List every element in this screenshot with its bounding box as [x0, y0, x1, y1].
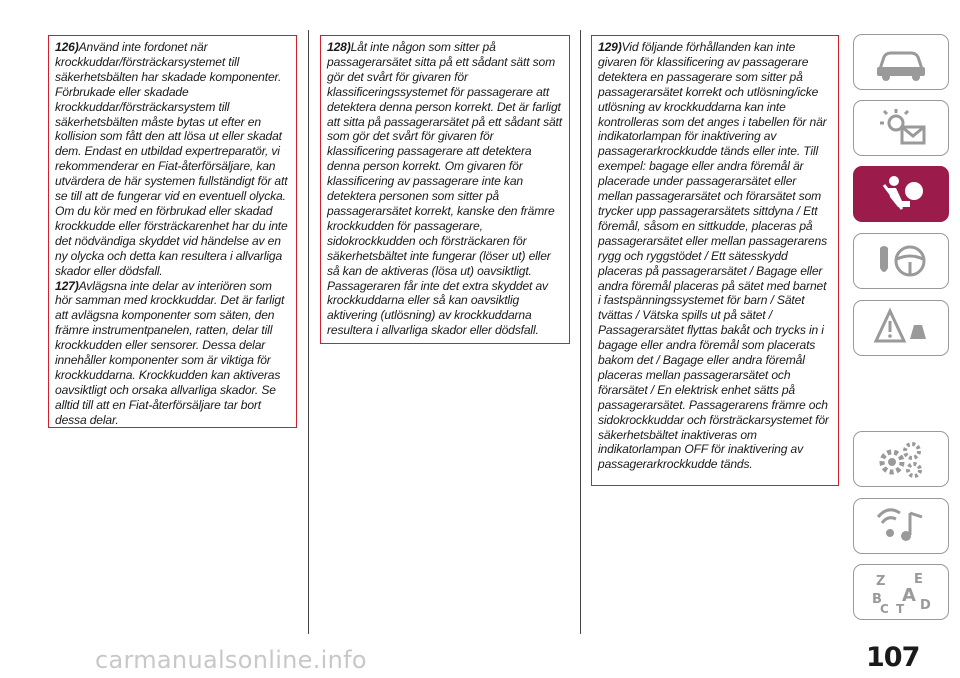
key-steering-wheel-icon — [866, 238, 936, 284]
watermark: carmanualsonline.info — [95, 646, 367, 674]
tab-emergency[interactable] — [853, 300, 949, 356]
tab-index[interactable] — [853, 564, 949, 620]
warning-triangle-icon — [866, 305, 936, 351]
index-letter-b: B — [872, 592, 882, 607]
warning-127-number: 127) — [55, 278, 79, 293]
warning-126-number: 126) — [55, 40, 79, 54]
index-letter-z: Z — [876, 574, 886, 589]
index-letter-t: T — [896, 602, 905, 615]
warning-129-text: Vid följande förhållanden kan inte givaren för klassificering av passagerare detektera en passagerare som sitter på passagerarsätet korrekt och utlösning/icke utlösning av krockkuddarna kan inte kontrolleras som det anges i tabellen för när indikatorlampan för inaktivering av passagerarkrockkudde tänds eller inte. Till exempel: bagage eller andra föremål är placerade under passagerarsätet eller mellan passagerarsätet och förarsätet som trycker upp passagerarsätets sittdyna / Ett föremål, såsom en sittkudde, placeras på passagerarsätet eller mellan passagerarens rygg och ryggstödet / Ett sätesskydd placeras på passagerarsätet / Bagage eller andra föremål placeras på sätet med barnet i fastspänningssystemet för barn / Sätet tvättas / Vätska spills ut på sätet / Passagerarsätet flyttas bakåt och trycks in i bagage eller andra föremål som placerats bakom det / Bagage eller andra föremål placeras mellan passagerarsätet och förarsätet / En elektrisk enhet sätts på passagerarsätet. Passagerarens främre och sidokrockkuddar och försträckarsystemet för säkerhetsbältet inaktiveras om indikatorlampan OFF för inaktivering av passagerarkrockkudde tänds. — [598, 40, 829, 472]
page-number: 107 — [866, 642, 920, 673]
gears-service-icon — [866, 436, 936, 482]
warning-129 — [598, 40, 832, 472]
warning-box-129 — [591, 35, 839, 486]
warning-128 — [327, 40, 563, 338]
index-letter-a: A — [902, 585, 916, 606]
warning-126-text: Använd inte fordonet när krockkuddar/försträckarsystemet till säkerhetsbälten har skadade komponenter. Förbrukade eller skadade krockkuddar/försträckarsystem till säkerhetsbälten måste bytas ut efter en kollision som fått den att lösa ut eller skadat dem. Endast en utbildad expertreparatör, vi rekommenderar en Fiat-återförsäljare, kan utvärdera de här systemen fullständigt för att se till att de fungerar vid en eventuell olycka. Om du kör med en förbrukad eller skadad krockkudde eller försträckarenhet har du inte det nödvändiga skyddet vid händelse av en ny olycka och detta kan resultera i allvarliga skador eller dödsfall. — [55, 40, 288, 278]
tab-maintenance[interactable] — [853, 431, 949, 487]
warning-128-text: Låt inte någon som sitter på passagerarsätet sitta på ett sådant sätt som gör det svårt för givaren för klassificeringssystemet för passagerare att detektera denna person korrekt. Det är farligt att sitta på passagerarsätet på ett sådant sätt som gör det svårt för givaren för klassificering passagerare att detektera denna person korrekt. Om givaren för klassificering av passagerare inte kan detektera personen som sitter på passagerarsätet korrekt, kanske den främre krockkudden för passagerare, sidokrockkudden och försträckaren för säkerhetsbältet inte fungerar (löser ut) eller så kan de aktiveras (lösa ut) oavsiktligt. Passageraren får inte det extra skyddet av krockkuddarna eller så kan oavsiktlig aktivering (utlösning) av krockkuddarna resultera i allvarliga skador eller dödsfall. — [327, 40, 562, 338]
index-letter-d: D — [920, 598, 931, 613]
warning-129-number: 129) — [598, 40, 622, 54]
airbag-safety-icon — [866, 171, 936, 217]
alphabetical-index-icon — [866, 569, 936, 615]
tab-vehicle[interactable] — [853, 34, 949, 90]
warning-127-text: Avlägsna inte delar av interiören som hör samman med krockkuddar. Det är farligt att avlägsna komponenter som säten, den främre instrumentpanelen, ratten, delar till krockkudden eller sensorer. Dessa delar innehåller komponenter som är viktiga för krockkuddarna. Krockkudden kan aktiveras oavsiktligt och orsaka allvarliga skador. Se alltid till att en Fiat-återförsäljare tar bort dessa delar. — [55, 278, 285, 427]
warning-126 — [55, 40, 290, 279]
index-letter-c: C — [880, 602, 889, 615]
warning-box-126-127 — [48, 35, 297, 428]
warning-128-number: 128) — [327, 40, 351, 54]
warning-127 — [55, 279, 290, 428]
tab-starting-driving[interactable] — [853, 233, 949, 289]
index-letter-e: E — [914, 572, 923, 587]
column-divider-2 — [580, 30, 581, 634]
column-divider-1 — [308, 30, 309, 634]
warning-box-128 — [320, 35, 570, 344]
multimedia-icon — [866, 503, 936, 549]
dashboard-lights-icon — [866, 105, 936, 151]
tab-safety[interactable] — [853, 166, 949, 222]
tab-multimedia[interactable] — [853, 498, 949, 554]
car-icon — [866, 39, 936, 85]
tab-dashboard[interactable] — [853, 100, 949, 156]
